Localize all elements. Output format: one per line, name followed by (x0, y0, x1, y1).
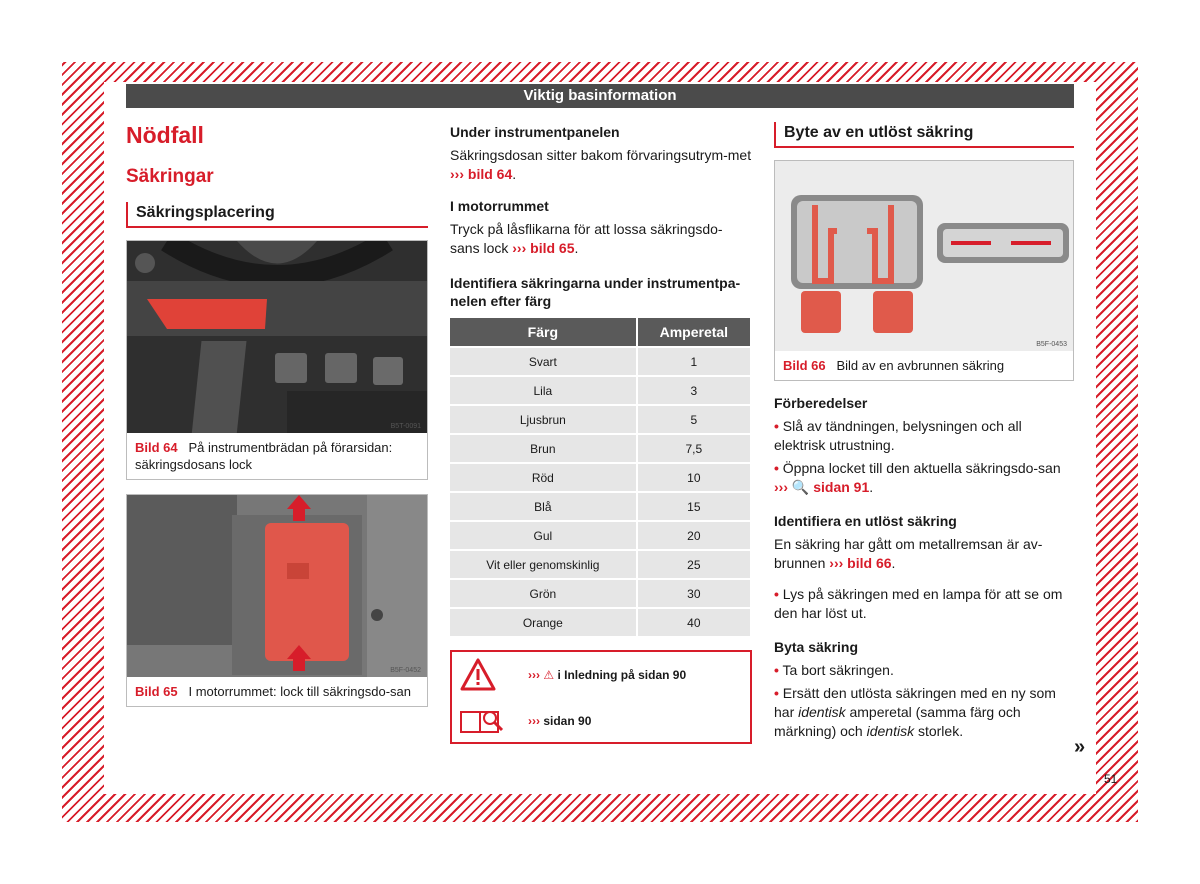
figure-66 (774, 160, 1074, 381)
table-row (450, 493, 750, 520)
cell-color: Brun (450, 435, 636, 462)
book-reference-link[interactable] (528, 714, 591, 728)
figure-65 (126, 494, 428, 707)
figure-caption (127, 677, 427, 706)
bullet-item (774, 585, 1074, 623)
bullet-text: amperetal (samma färg och märkning) och (774, 704, 1021, 739)
cell-amperage: 20 (638, 522, 750, 549)
figure-caption (127, 433, 427, 479)
warning-reference-box (450, 650, 752, 744)
bullet-item (774, 661, 1074, 680)
link-arrows: ››› (528, 668, 540, 682)
section-heading-fuse-location: Säkringsplacering (126, 202, 428, 228)
paragraph-engine-bay: Tryck på låsflikarna för att lossa säkringsdo-sans lock ››› bild 65. (450, 221, 723, 256)
page-header: Viktig basinformation (126, 84, 1074, 108)
bullet-text: Lys på säkringen med en lampa för att se om den har löst ut. (774, 586, 1063, 621)
heading-change-fuse: Byta säkring (774, 639, 859, 655)
figure-caption-text: I motorrummet: lock till säkringsdo-san (188, 684, 411, 699)
cell-color: Röd (450, 464, 636, 491)
figure-caption-text: På instrumentbrädan på förarsidan: säkringsdosans lock (135, 440, 393, 472)
engine-bay-photo (127, 495, 427, 677)
figure-64 (126, 240, 428, 480)
paragraph-identify: En säkring har gått om metallremsan är av-brunnen ››› bild 66. (774, 536, 1043, 571)
link-text[interactable]: sidan 90 (543, 714, 592, 728)
table-row (450, 377, 750, 404)
bullet-dot: • (774, 662, 779, 678)
heading-preparations: Förberedelser (774, 395, 868, 411)
link-text[interactable]: sidan 91 (813, 479, 870, 495)
link-bild-66[interactable]: ››› bild 66 (829, 555, 892, 571)
bullet-text: Ersätt den utlösta säkringen med en ny som har (774, 685, 1056, 720)
bullet-text: Slå av tändningen, belysningen och all elektrisk utrustning. (774, 418, 1022, 453)
dashboard-illustration (127, 241, 427, 433)
cell-amperage: 30 (638, 580, 750, 607)
figure-label: Bild 65 (135, 684, 178, 699)
page-subtitle: Säkringar (126, 166, 214, 187)
link-sidan-91[interactable]: ››› 🔍 sidan 91 (774, 479, 870, 495)
link-text[interactable]: i Inledning på sidan 90 (557, 668, 687, 682)
bullet-dot: • (774, 460, 779, 476)
cell-color: Ljusbrun (450, 406, 636, 433)
dashboard-photo (127, 241, 427, 433)
figure-code: B5F-0453 (1036, 341, 1067, 348)
heading-identify-blown-fuse: Identifiera en utlöst säkring (774, 513, 957, 529)
link-bild-65[interactable]: ››› bild 65 (512, 240, 575, 256)
cell-amperage: 5 (638, 406, 750, 433)
link-text[interactable]: bild 64 (467, 166, 513, 182)
column-middle (450, 124, 752, 744)
table-row (450, 435, 750, 462)
cell-amperage: 40 (638, 609, 750, 636)
heading-identify-fuses: Identifiera säkringarna under instrumentpa-nelen efter färg (450, 275, 741, 309)
bullet-item (774, 417, 1074, 455)
figure-caption (775, 351, 1073, 380)
bullet-text: Ta bort säkringen. (782, 662, 894, 678)
cell-color: Lila (450, 377, 636, 404)
paragraph-under-dashboard: Säkringsdosan sitter bakom förvaringsutrym-met ››› bild 64. (450, 147, 752, 182)
page-number: 51 (1104, 772, 1118, 786)
bullet-dot: • (774, 685, 779, 701)
continue-marker: » (1074, 736, 1086, 758)
column-header-amperage: Amperetal (638, 318, 750, 346)
book-magnifier-icon (458, 704, 506, 736)
table-row (450, 551, 750, 578)
text: Säkringsdosan sitter bakom förvaringsutrym-met (450, 147, 752, 163)
fuse-color-table (448, 316, 752, 638)
bullet-text: Öppna locket till den aktuella säkringsdo-san (782, 460, 1061, 476)
cell-amperage: 25 (638, 551, 750, 578)
column-header-color: Färg (450, 318, 636, 346)
cell-color: Blå (450, 493, 636, 520)
link-text[interactable]: bild 66 (847, 555, 892, 571)
bullet-dot: • (774, 586, 779, 602)
emphasis: identisk (866, 723, 915, 739)
bullet-item: • Öppna locket till den aktuella säkringsdo-san ››› 🔍 sidan 91. (774, 460, 1061, 495)
table-row (450, 406, 750, 433)
warning-reference-link[interactable] (528, 668, 686, 682)
warning-triangle-icon (460, 658, 496, 692)
engine-bay-illustration (127, 495, 427, 677)
bullet-item (774, 684, 1074, 741)
burnt-fuse-illustration (775, 161, 1073, 351)
table-row (450, 522, 750, 549)
cell-amperage: 3 (638, 377, 750, 404)
table-row (450, 580, 750, 607)
cell-color: Vit eller genomskinlig (450, 551, 636, 578)
fuse-drawing (775, 161, 1073, 351)
text: Tryck på låsflikarna för att lossa säkringsdo-sans lock (450, 221, 723, 256)
cell-amperage: 7,5 (638, 435, 750, 462)
table-header-row (450, 318, 750, 346)
table-row (450, 464, 750, 491)
table-row (450, 348, 750, 375)
cell-amperage: 1 (638, 348, 750, 375)
cell-color: Grön (450, 580, 636, 607)
book-magnifier-small-icon: 🔍 (791, 479, 810, 495)
cell-color: Orange (450, 609, 636, 636)
cell-amperage: 15 (638, 493, 750, 520)
cell-color: Svart (450, 348, 636, 375)
page-title: Nödfall (126, 122, 204, 148)
section-heading-replace-fuse: Byte av en utlöst säkring (774, 122, 1074, 148)
link-arrows: ››› (528, 714, 540, 728)
heading-under-dashboard: Under instrumentpanelen (450, 124, 620, 140)
bullet-text: storlek. (917, 723, 964, 739)
link-text[interactable]: bild 65 (530, 240, 575, 256)
small-warning-icon: ⚠ (543, 668, 555, 682)
heading-engine-bay: I motorrummet (450, 198, 549, 214)
column-left (126, 122, 428, 707)
cell-amperage: 10 (638, 464, 750, 491)
bullet-dot: • (774, 418, 779, 434)
emphasis: identisk (798, 704, 846, 720)
cell-color: Gul (450, 522, 636, 549)
figure-label: Bild 64 (135, 440, 178, 455)
text: En säkring har gått om metallremsan är av-brunnen (774, 536, 1043, 571)
table-row (450, 609, 750, 636)
figure-code: B5F-0452 (390, 667, 421, 674)
figure-caption-text: Bild av en avbrunnen säkring (836, 358, 1005, 373)
figure-label: Bild 66 (783, 358, 826, 373)
figure-code: B5T-0091 (390, 423, 421, 430)
link-bild-64[interactable]: ››› bild 64 (450, 166, 513, 182)
column-right (774, 122, 1074, 741)
